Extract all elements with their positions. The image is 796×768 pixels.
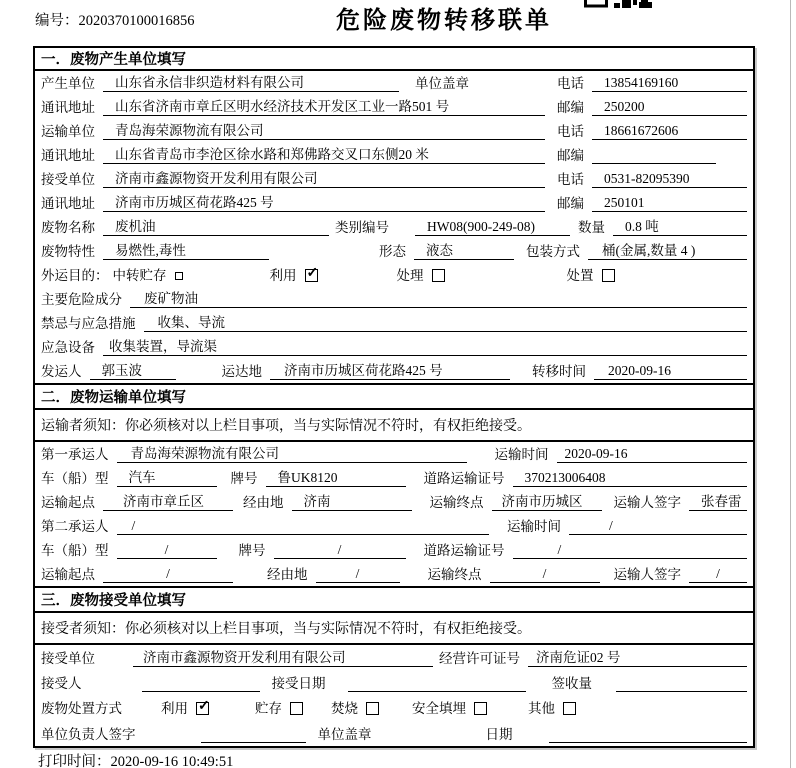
second-carrier-row — [35, 514, 753, 538]
first-carrier-label: 第一承运人 — [41, 447, 109, 462]
disposal-option-other-checkbox — [563, 702, 576, 715]
destination-value: 济南市历城区荷花路425 号 — [270, 359, 510, 380]
vehicle-type-value: 汽车 — [117, 466, 217, 487]
unit-seal-label: 单位盖章 — [415, 76, 469, 91]
vehicle-row-1 — [35, 466, 753, 490]
date-label: 日期 — [485, 727, 513, 742]
form-state-label: 形态 — [379, 244, 406, 259]
transfer-date-value: 2020-09-16 — [594, 363, 747, 380]
purpose-option-storage-checkbox — [175, 272, 183, 280]
disposal-option-use-label: 利用 — [161, 701, 188, 716]
responsible-sign-value — [201, 726, 306, 743]
route-end-value: 济南市历城区 — [492, 490, 602, 511]
route-via-value: / — [316, 566, 400, 583]
second-carrier-label: 第二承运人 — [41, 519, 109, 534]
shipper-label: 发运人 — [41, 364, 82, 379]
plate-label: 牌号 — [238, 543, 266, 558]
transfer-purpose-label: 外运目的： — [41, 268, 109, 283]
carrier-sign-value: / — [689, 566, 747, 583]
transporter-value: 青岛海荣源物流有限公司 — [103, 119, 545, 140]
producer-label: 产生单位 — [41, 76, 95, 91]
print-time — [38, 750, 233, 768]
print-time-value: 2020-09-16 10:49:51 — [110, 754, 234, 768]
waste-name-row — [35, 215, 753, 239]
transport-date-label: 运输时间 — [494, 447, 549, 462]
disposal-option-incinerate-label: 焚烧 — [331, 701, 358, 716]
address-value: 山东省青岛市李沧区徐水路和郑佛路交叉口东侧20 米 — [103, 143, 545, 164]
shipper-row — [35, 359, 753, 383]
hazard-component-value: 废矿物油 — [130, 287, 747, 308]
receiver-notice: 接受者须知：你必须核对以上栏目事项，当与实际情况不符时，有权拒绝接受。 — [35, 613, 753, 645]
page-edge-line — [790, 0, 791, 768]
waste-name-label: 废物名称 — [41, 220, 95, 235]
unit-seal-label: 单位盖章 — [317, 727, 372, 742]
transport-date-value: 2020-09-16 — [557, 446, 748, 463]
plate-label: 牌号 — [230, 471, 258, 486]
accept-date-value — [348, 675, 526, 692]
transport-date-label: 运输时间 — [507, 519, 561, 534]
accept-date-label: 接受日期 — [271, 676, 326, 691]
emergency-equipment-label: 应急设备 — [41, 340, 95, 355]
accept-person-value — [142, 675, 260, 692]
phone-label: 电话 — [557, 124, 584, 139]
quantity-label: 数量 — [578, 220, 605, 235]
route-start-label: 运输起点 — [41, 567, 95, 582]
section1-header: 一．废物产生单位填写 — [35, 48, 753, 71]
receiver-address-row — [35, 191, 753, 215]
address-value: 山东省济南市章丘区明水经济技术开发区工业一路501 号 — [103, 95, 545, 116]
road-permit-value: / — [513, 542, 748, 559]
emergency-equipment-row — [35, 335, 753, 359]
signed-quantity-value — [616, 675, 747, 692]
waste-property-value: 易燃性,毒性 — [103, 239, 269, 260]
serial-value: 2020370100016856 — [78, 13, 195, 29]
address-value: 济南市历城区荷花路425 号 — [103, 191, 545, 212]
accept-person-row — [35, 670, 753, 695]
waste-property-row — [35, 239, 753, 263]
destination-label: 运达地 — [221, 364, 262, 379]
disposal-method-label: 废物处置方式 — [41, 701, 122, 716]
receiver-label: 接受单位 — [41, 172, 95, 187]
serial-label: 编号： — [35, 13, 79, 29]
route-end-label: 运输终点 — [427, 567, 482, 582]
shipper-value: 郭玉波 — [90, 359, 176, 380]
second-carrier-value: / — [117, 518, 490, 535]
zip-label: 邮编 — [557, 196, 584, 211]
route-end-value: / — [490, 566, 600, 583]
producer-value: 山东省永信非织造材料有限公司 — [103, 71, 399, 92]
responsible-sign-row — [35, 720, 753, 746]
road-permit-value: 370213006408 — [513, 470, 748, 487]
emergency-measures-label: 禁忌与应急措施 — [41, 316, 136, 331]
address-label: 通讯地址 — [41, 196, 95, 211]
purpose-option-treat-label: 处理 — [396, 268, 424, 283]
carrier-sign-value: 张春雷 — [689, 490, 747, 511]
transport-date-value: / — [569, 518, 747, 535]
zip-label: 邮编 — [557, 148, 584, 163]
disposal-option-other-label: 其他 — [528, 701, 555, 716]
phone-label: 电话 — [557, 76, 584, 91]
emergency-equipment-value: 收集装置，导流渠 — [103, 335, 747, 356]
waste-property-label: 废物特性 — [41, 244, 95, 259]
accept-person-label: 接受人 — [41, 676, 82, 691]
road-permit-label: 道路运输证号 — [423, 543, 505, 558]
phone-label: 电话 — [557, 172, 584, 187]
transfer-date-label: 转移时间 — [532, 364, 586, 379]
receiver-row — [35, 167, 753, 191]
vehicle-type-value: / — [117, 542, 217, 559]
vehicle-row-2 — [35, 538, 753, 562]
transporter-row — [35, 119, 753, 143]
print-time-label: 打印时间： — [38, 754, 111, 768]
producer-row — [35, 71, 753, 95]
purpose-option-dispose-label: 处置 — [566, 268, 594, 283]
accept-unit-label: 接受单位 — [41, 651, 95, 666]
form-state-value: 液态 — [414, 239, 514, 260]
emergency-measures-row — [35, 311, 753, 335]
first-carrier-row — [35, 442, 753, 466]
license-value: 济南危证02 号 — [528, 646, 747, 667]
zip-value: 250101 — [592, 195, 747, 212]
phone-value: 13854169160 — [592, 75, 747, 92]
signed-quantity-label: 签收量 — [551, 676, 592, 691]
disposal-option-landfill-checkbox — [474, 702, 487, 715]
serial-number — [35, 9, 195, 30]
hazard-component-row — [35, 287, 753, 311]
carrier-sign-label: 运输人签字 — [613, 495, 681, 510]
route-via-label: 经由地 — [243, 495, 284, 510]
route-start-value: 济南市章丘区 — [103, 490, 233, 511]
transporter-address-row — [35, 143, 753, 167]
disposal-method-row — [35, 695, 753, 720]
carrier-sign-label: 运输人签字 — [613, 567, 681, 582]
disposal-option-use-checkbox — [196, 702, 209, 715]
purpose-option-use-checkbox — [305, 269, 318, 282]
accept-unit-value: 济南市鑫源物资开发利用有限公司 — [133, 646, 433, 667]
accept-unit-row — [35, 645, 753, 670]
category-code-label: 类别编号 — [335, 220, 389, 235]
transporter-notice: 运输者须知：你必须核对以上栏目事项，当与实际情况不符时，有权拒绝接受。 — [35, 410, 753, 442]
phone-value: 0531-82095390 — [592, 171, 747, 188]
packaging-label: 包装方式 — [526, 244, 580, 259]
disposal-option-landfill-label: 安全填埋 — [412, 701, 466, 716]
waste-name-value: 废机油 — [103, 215, 329, 236]
purpose-option-treat-checkbox — [432, 269, 445, 282]
road-permit-label: 道路运输证号 — [423, 471, 505, 486]
producer-address-row — [35, 95, 753, 119]
packaging-value: 桶(金属,数量 4 ) — [588, 239, 747, 260]
plate-value: / — [274, 542, 406, 559]
zip-value: 250200 — [592, 99, 747, 116]
vehicle-type-label: 车（船）型 — [41, 543, 109, 558]
address-label: 通讯地址 — [41, 148, 95, 163]
purpose-option-dispose-checkbox — [602, 269, 615, 282]
transporter-label: 运输单位 — [41, 124, 95, 139]
vehicle-type-label: 车（船）型 — [41, 471, 109, 486]
receiver-value: 济南市鑫源物资开发利用有限公司 — [103, 167, 545, 188]
first-carrier-value: 青岛海荣源物流有限公司 — [117, 442, 467, 463]
responsible-sign-label: 单位负责人签字 — [41, 727, 136, 742]
route-row-1 — [35, 490, 753, 514]
quantity-value: 0.8 吨 — [613, 215, 747, 236]
disposal-option-store-label: 贮存 — [255, 701, 282, 716]
route-start-value: / — [103, 566, 233, 583]
category-code-value: HW08(900-249-08) — [415, 219, 570, 236]
qr-code-fragment — [584, 0, 654, 9]
address-label: 通讯地址 — [41, 100, 95, 115]
phone-value: 18661672606 — [592, 123, 747, 140]
manifest-form — [33, 46, 755, 748]
plate-value: 鲁UK8120 — [266, 466, 406, 487]
zip-value — [592, 147, 716, 164]
route-start-label: 运输起点 — [41, 495, 95, 510]
document-title: 危险废物转移联单 — [336, 7, 552, 34]
purpose-option-use-label: 利用 — [269, 268, 297, 283]
transfer-purpose-row — [35, 263, 753, 287]
route-end-label: 运输终点 — [429, 495, 484, 510]
emergency-measures-value: 收集、导流 — [144, 311, 748, 332]
license-label: 经营许可证号 — [439, 651, 520, 666]
date-value — [549, 726, 748, 743]
zip-label: 邮编 — [557, 100, 584, 115]
purpose-option-storage-label: 中转贮存 — [112, 268, 167, 283]
disposal-option-incinerate-checkbox — [366, 702, 379, 715]
hazard-component-label: 主要危险成分 — [41, 292, 122, 307]
route-row-2 — [35, 562, 753, 586]
section3-header: 三．废物接受单位填写 — [35, 586, 753, 613]
disposal-option-store-checkbox — [290, 702, 303, 715]
section2-header: 二．废物运输单位填写 — [35, 383, 753, 410]
route-via-value: 济南 — [292, 490, 412, 511]
route-via-label: 经由地 — [267, 567, 308, 582]
